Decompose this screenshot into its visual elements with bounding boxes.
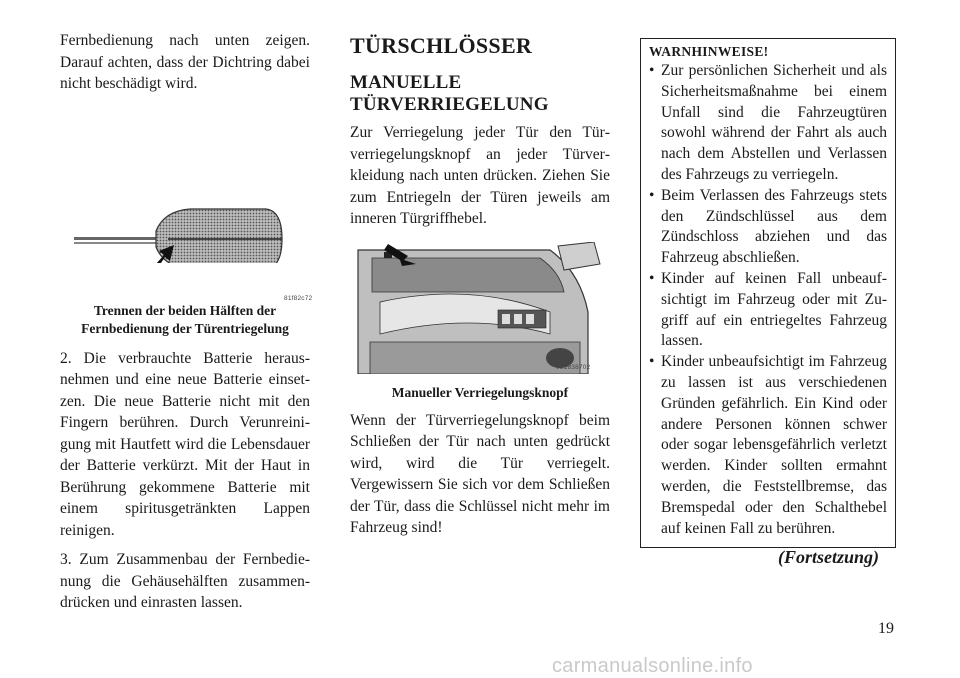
key-reminder-paragraph: Wenn der Türverriegelungsknopf beim Schließen der Tür nach unten gedrückt wird, wird die Tür verriegelt. Vergewissern Sie sich vor dem Schließen der Tür, dass die Schlüssel nicht mehr im Fahrzeug sind! (350, 411, 610, 536)
bullet-icon: • (649, 353, 655, 371)
door-panel-figure (350, 242, 610, 374)
key-fob-figure (60, 131, 313, 302)
figure-caption-line1: Trennen der beiden Hälften der (93, 302, 277, 318)
bullet-icon: • (649, 269, 655, 287)
step-2-paragraph: 2. Die verbrauchte Batterie herausnehmen und eine neue Batterie einsetzen. Die neue Batterie nicht mit den Fingern berühren. Durch Verunreinigung mit Hautfett wird die Lebensdauer der Batterie verkürzt. Mit der Haut in Berührung gekommene Batterie mit einem spiritusgetränkten Lappen reinigen. (60, 349, 310, 539)
section-title: TÜRSCHLÖSSER (350, 33, 533, 58)
warning-item: • Beim Verlassen des Fahrzeugs stets den Zündschlüssel aus dem Zündschloss abziehen und das Fahrzeug abschließen. (649, 186, 887, 267)
warning-list (649, 61, 887, 539)
continued-label: (Fortsetzung) (778, 547, 880, 567)
column-left (60, 30, 313, 622)
figure-caption-line2: Fernbedienung der Türentriegelung (81, 320, 289, 336)
key-fob-illustration (60, 131, 310, 263)
subsection-title-line2: TÜRVERRIEGELUNG (350, 94, 549, 115)
column-right (640, 38, 896, 548)
subsection-title-line1: MANUELLE (350, 72, 462, 93)
watermark: carmanualsonline.info (552, 655, 753, 677)
warning-box (640, 38, 896, 548)
warning-item: • Zur persönlichen Sicherheit und als Sicherheitsmaßnahme bei einem Unfall sind die Fahrzeugtüren sowohl während der Fahrt als auch nach dem Abstellen und Verlassen des Fahrzeugs zu verriegeln. (649, 62, 887, 183)
column-middle (350, 30, 610, 547)
figure-id: 021838702 (556, 363, 591, 371)
door-panel-illustration (350, 242, 602, 374)
figure-id: 81f82c72 (284, 294, 313, 302)
warning-title: WARNHINWEISE! (649, 44, 769, 59)
page-number: 19 (878, 620, 894, 637)
figure-caption: Manueller Verriegelungsknopf (391, 384, 569, 400)
warning-item: • Kinder auf keinen Fall unbeaufsichtigt im Fahrzeug oder mit Zugriff auf ein entriegeltes Fahrzeug lassen. (649, 269, 887, 350)
step-3-paragraph: 3. Zum Zusammenbau der Fernbedienung die Gehäusehälften zusammendrücken und einrasten lassen. (60, 551, 310, 611)
lock-paragraph: Zur Verriegelung jeder Tür den Türverriegelungsknopf an jeder Türverkleidung nach unten drücken. Ziehen Sie zum Entriegeln der Türen jeweils am inneren Türgriffhebel. (350, 124, 610, 227)
intro-paragraph: Fernbedienung nach unten zeigen. Darauf achten, dass der Dichtring dabei nicht beschädigt wird. (60, 32, 310, 92)
bullet-icon: • (649, 62, 655, 79)
bullet-icon: • (649, 186, 655, 204)
warning-item: • Kinder unbeaufsichtigt im Fahrzeug zu lassen ist aus verschiedenen Gründen gefährlich. Ein Kind oder andere Personen können schwer oder sogar lebensgefährlich verletzt werden. Kinder sollten ermahnt werden, die Feststellbremse, das Bremspedal oder den Schalthebel auf keinen Fall zu berühren. (649, 353, 887, 537)
